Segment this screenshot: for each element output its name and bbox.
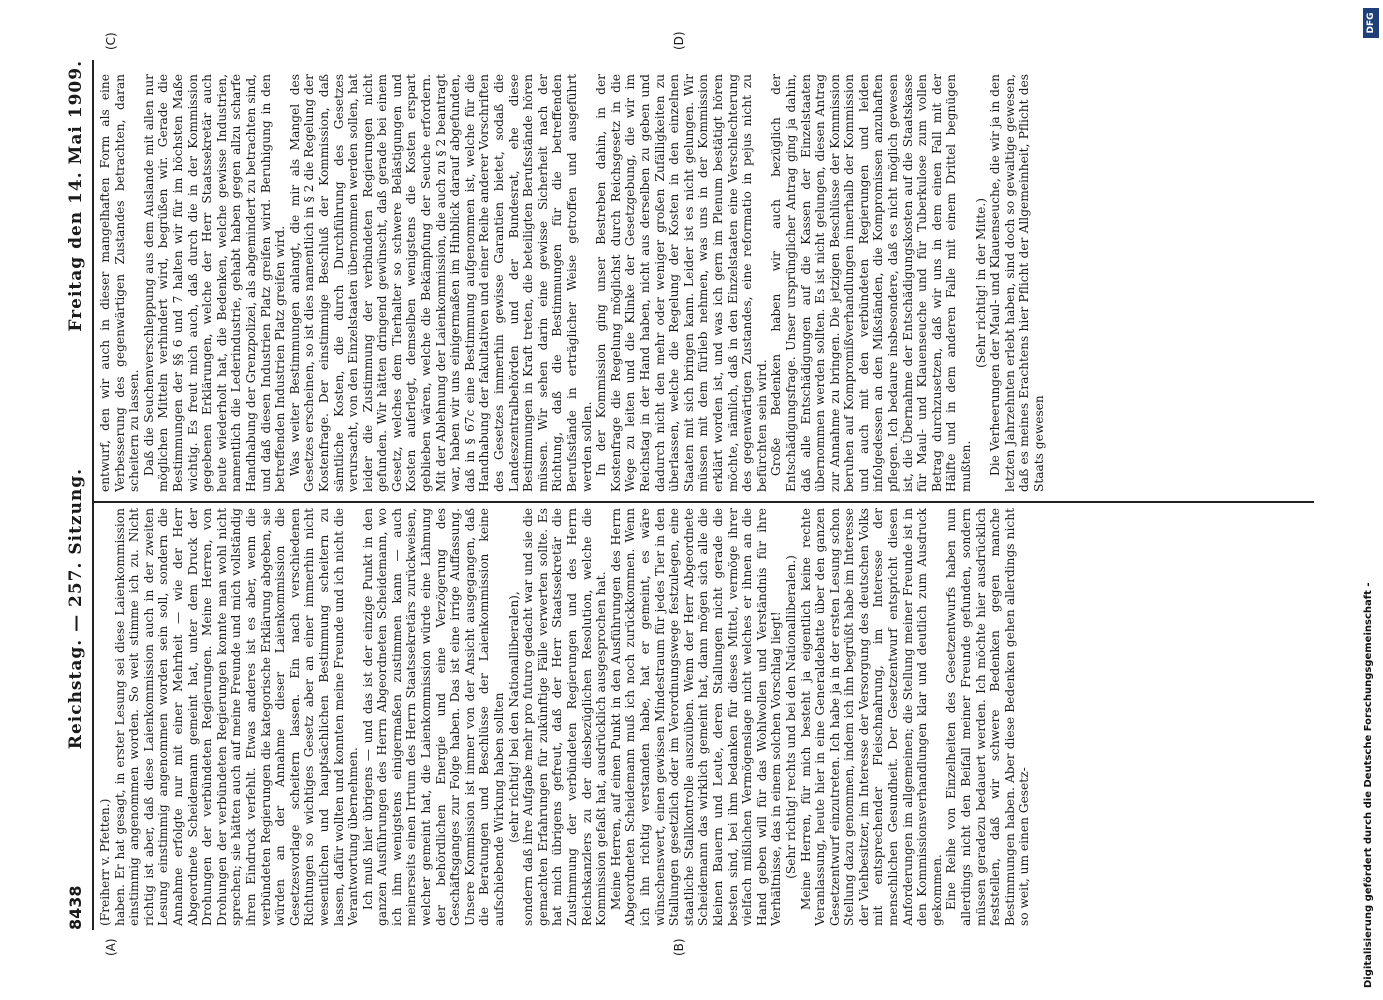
page-date: Freitag den 14. Mai 1909. xyxy=(66,60,86,332)
digitization-credit xyxy=(1358,8,1380,988)
page-title: Reichstag. — 257. Sitzung. xyxy=(66,467,86,750)
interjection: (Sehr richtig! in der Mitte.) xyxy=(973,198,988,368)
margin-marker-c: (C) xyxy=(104,32,118,50)
dfg-logo-text: DFG xyxy=(1366,12,1376,34)
header-rule xyxy=(92,60,94,930)
paragraph: Große Bedenken haben wir auch bezüglich der Entschädigungsfrage. Unser ursprünglicher Antrag ging ja dahin, daß alle Entschädigungen auf die Kassen der Einzelstaaten übernommen werden sollten. Es ist nicht gelungen, diesen Antrag zur Annahme zu bringen. Die jetzigen Beschlüsse der Kommission beruhen auf Kompromißverhandlungen innerhalb der Kommission und auch mit den verbündeten Regierungen und leiden infolgedessen an den Mißständen, die Kompromissen anzuhaften pflegen. Ich bedaure insbesondere, daß es nicht möglich gewesen ist, die Übernahme der Entschädigungskosten auf die Staatskasse für Maul- und Klauenseuche und für Tuberkulose zum vollen Betrag durchzusetzen, daß wir uns in dem einen Fall mit der Hälfte und in dem anderen Falle mit einem Drittel begnügen mußten. xyxy=(769,74,974,492)
paragraph: entwurf, den wir auch in dieser mangelhaften Form als eine Verbesserung des gegenwärtigen Zustandes betrachten, daran scheitern zu lassen. xyxy=(98,74,142,492)
margin-marker-a: (A) xyxy=(104,938,118,956)
column-divider xyxy=(94,501,1314,503)
speaker-attribution: (Freiherr v. Pfetten.) xyxy=(98,798,112,926)
paragraph: Die Verheerungen der Maul- und Klauenseuche, die wir ja in den letzten Jahrzehnten erlebt haben, sind doch so gewaltige gewesen, daß es meines Erachtens hier Pflicht der Allgemeinheit, Pflicht des Staats gewesen xyxy=(988,74,1046,492)
paragraph: Meine Herren, auf einen Punkt in den Ausführungen des Herrn Abgeordneten Scheidemann muß ich noch zurückkommen. Wenn ich ihn richtig verstanden habe, hat er gemeint, es wäre wünschenswert, einen gewissen Mindestraum für jedes Tier in den Stallungen gesetzlich oder im Verordnungswege festzulegen, eine staatliche Stallkontrolle auszuüben. Wenn der Herr Abgeordnete Scheidemann das wirklich gemeint hat, dann mögen sich alle die kleinen Bauern und Leute, deren Stallungen nicht gerade die besten sind, bei ihm bedanken für dieses Mittel, vermöge ihrer vielfach mißlichen Vermögenslage nicht welches er ihnen an die Hand geben will für das Wohlwollen und Verständnis für ihre Verhältnisse, das in einem solchen Vorschlag liegt! xyxy=(608,508,784,926)
dfg-logo xyxy=(1363,8,1379,38)
interjection: (sehr richtig! bei den Nationalliberalen), xyxy=(506,591,521,843)
paragraph: In der Kommission ging unser Bestreben dahin, in der Kostenfrage die Regelung möglichst durch Reichsgesetz in die Wege zu leiten und die Klinke der Gesetzgebung, die wir im Reichstag in der Hand haben, nicht aus derselben zu geben und dadurch nicht den mehr oder weniger großen Zufälligkeiten zu überlassen, welche die Regelung der Kosten in den einzelnen Staaten mit sich bringen kann. Leider ist es nicht gelungen. Wir müssen mit dem fürlieb nehmen, was uns in der Kommission erklärt worden ist, und was ich gern im Plenum bestätigt hören möchte, nämlich, daß in den Einzelstaaten eine Verschlechterung des gegenwärtigen Zustandes, eine reformatio in pejus nicht zu befürchten sein wird. xyxy=(594,74,769,492)
paragraph: Was weiter Bestimmungen anlangt, die mir als Mangel des Gesetzes erscheinen, so ist dies namentlich in § 2 die Regelung der Kostenfrage. Der einstimmige Beschluß der Kommission, daß sämtliche Kosten, die durch Durchführung des Gesetzes verursacht, von den Einzelstaaten übernommen werden sollen, hat leider die Zustimmung der verbündeten Regierungen nicht gefunden. Wir hätten dringend gewünscht, daß gerade bei einem Gesetz, welches dem Tierhalter so schwere Belästigungen und Kosten auferlegt, demselben wenigstens die Kosten erspart geblieben wären, welche die Bekämpfung der Seuche erfordern. Mit der Ablehnung der Laienkommission, die auch zu § 2 beantragt war, haben wir uns einigermaßen im Hinblick darauf abgefunden, daß in § 67c eine Bestimmung aufgenommen ist, welche für die Handhabung der fakultativen und einer Reihe anderer Vorschriften des Gesetzes immerhin gewisse Garantien bietet, sodaß die Landeszentralbehörden und der Bundesrat, ehe diese Bestimmungen in Kraft treten, die beteiligten Berufsstände hören müssen. Wir sehen darin eine gewisse Sicherheit nach der Richtung, daß die Bestimmungen für die betreffenden Berufsstände in erträglicher Weise getroffen und ausgeführt werden sollen. xyxy=(287,74,594,492)
page-number: 8438 xyxy=(66,885,85,930)
interjection: (Sehr richtig! rechts und bei den Nationalliberalen.) xyxy=(783,555,798,879)
paragraph: Meine Herren, für mich besteht ja eigentlich keine rechte Veranlassung, heute hier in eine Generaldebatte über den ganzen Gesetzentwurf einzutreten. Ich habe ja in der ersten Lesung schon Stellung dazu genommen, indem ich ihn begrüßt habe im Interesse der Viehbesitzer, im Interesse der Versorgung des deutschen Volks mit entsprechender Fleischnahrung, im Interesse der menschlichen Gesundheit. Der Gesetzentwurf entspricht diesen Anforderungen im allgemeinen; die Stellung meiner Freunde ist in den Kommissionsverhandlungen klar und deutlich zum Ausdruck gekommen. xyxy=(798,508,944,926)
left-column xyxy=(98,508,1308,926)
paragraph: Ich muß hier übrigens — und das ist der einzige Punkt in den ganzen Ausführungen des Herrn Abgeordneten Scheidemann, wo ich ihm wenigstens einigermaßen zustimmen kann — auch meinerseits einen Irrtum des Herrn Staatssekretärs zurückweisen, welcher gemeint hat, die Laienkommission würde eine Lähmung der behördlichen Energie und eine Verzögerung des Geschäftsganges zur Folge haben. Das ist eine irrige Auffassung. Unsere Kommission ist immer von der Ansicht ausgegangen, daß die Beratungen und Beschlüsse der Laienkommission keine aufschiebende Wirkung haben sollten xyxy=(360,508,507,926)
margin-marker-b: (B) xyxy=(672,938,686,956)
paragraph: sondern daß ihre Aufgabe mehr pro futuro gedacht war und sie die gemachten Erfahrungen für zukünftige Fälle verwerten sollte. Es hat mich übrigens gefreut, daß der Herr Staatssekretär die Zustimmung der verbündeten Regierungen und des Herrn Reichskanzlers zu der diesbezüglichen Resolution, welche die Kommission gefaßt hat, ausdrücklich ausgesprochen hat. xyxy=(521,508,609,926)
margin-marker-d: (D) xyxy=(672,31,686,50)
paragraph: Eine Reihe von Einzelheiten des Gesetzentwurfs haben nun allerdings nicht den Beifall meiner Freunde gefunden, sondern müssen geradezu bedauert werden. Ich möchte hier ausdrücklich feststellen, daß wir schwere Bedenken gegen manche Bestimmungen haben. Aber diese Bedenken gehen allerdings nicht so weit, um einen Gesetz- xyxy=(944,508,1032,926)
right-column xyxy=(98,74,1308,492)
paragraph: Daß die Seuchenverschleppung aus dem Auslande mit allen nur möglichen Mitteln verhindert wird, begrüßen wir. Gerade die Bestimmungen der §§ 6 und 7 halten wir für im höchsten Maße wichtig. Es freut mich auch, daß durch die in der Kommission gegebenen Erklärungen, welche der Herr Staatssekretär auch heute wiederholt hat, die Bedenken, welche gewisse Industrien, namentlich die Lederindustrie, gehabt haben gegen allzu scharfe Handhabung der Grenzpolizei, als abgemindert zu betrachten sind, und daß diesen Industrien Platz greifen wird. Beruhigung in den betreffenden Industrien Platz greifen wird. xyxy=(141,74,288,492)
paragraph: haben. Er hat gesagt, in erster Lesung sei diese Laienkommission einstimmig angenommen worden. So weit stimme ich zu. Nicht richtig ist aber, daß diese Laienkommission auch in der zweiten Lesung einstimmig angenommen worden sein soll, sondern die Annahme erfolgte nur mit einer Mehrheit — wie der Herr Abgeordnete Scheidemann gemeint hat, unter dem Druck der Drohungen der verbündeten Regierungen. Meine Herren, von Drohungen der verbündeten Regierungen konnte man wohl nicht sprechen; sie hätten auch auf meine Freunde und mich vollständig ihren Eindruck verfehlt. Etwas anderes ist es aber, wenn die verbündeten Regierungen die kategorische Erklärung abgeben, sie würden an der Annahme dieser Laienkommission die Gesetzesvorlage scheitern lassen. Ein nach verschiedenen Richtungen so wichtiges Gesetz aber an einer immerhin nicht wesentlichen und hauptsächlichen Bestimmung scheitern zu lassen, dafür wollten und konnten meine Freunde und ich nicht die Verantwortung übernehmen. xyxy=(112,508,361,926)
digitization-credit-text: Digitalisierung gefördert durch die Deutsche Forschungsgemeinschaft - xyxy=(1363,582,1374,988)
page-header xyxy=(66,60,90,930)
